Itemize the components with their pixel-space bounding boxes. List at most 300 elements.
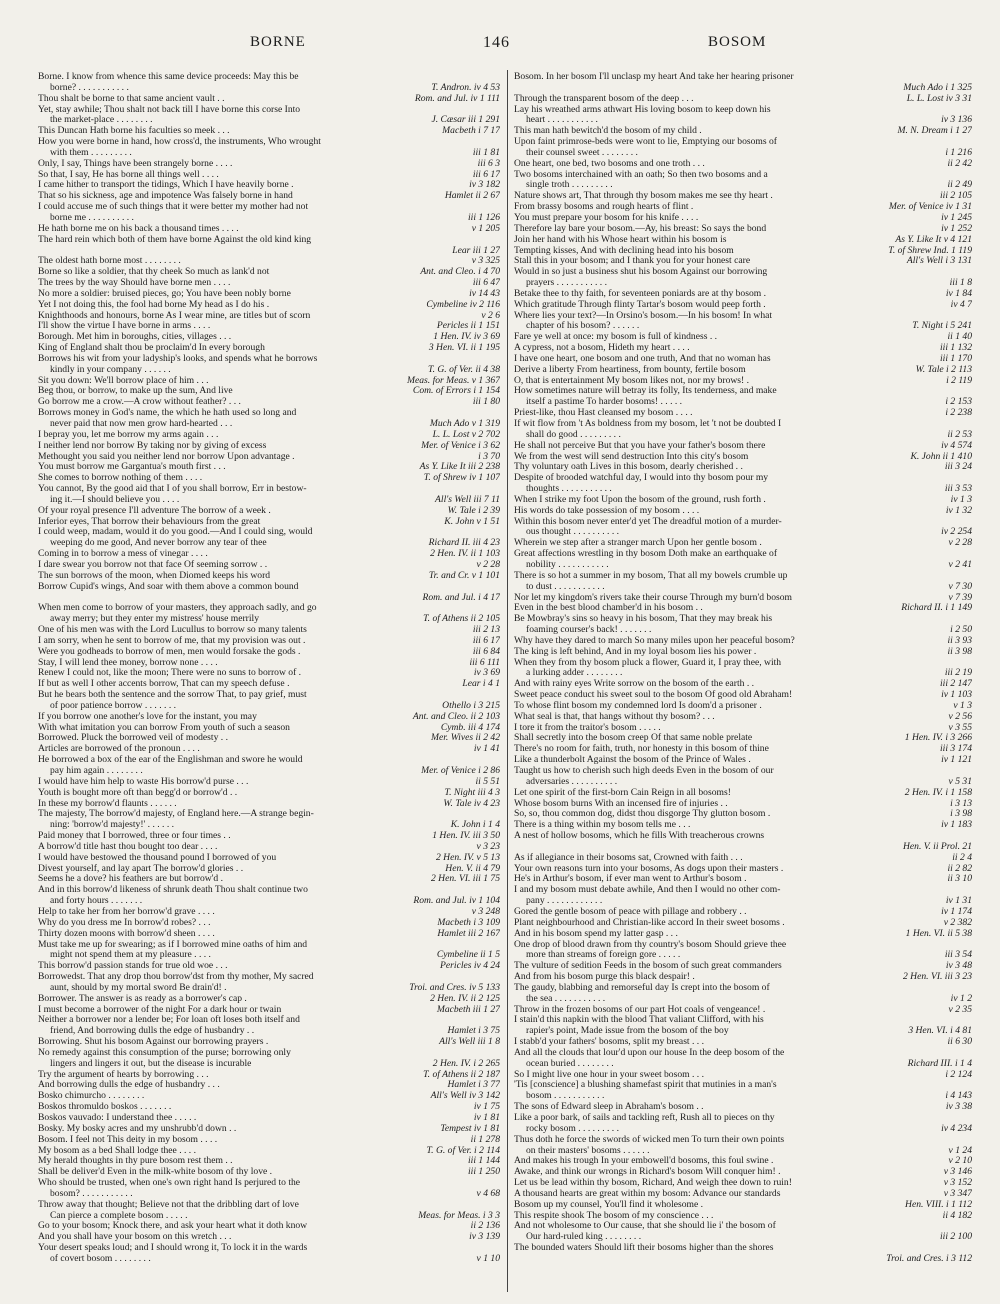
quotation-text: Borrows money in God's name, the which he hath used so long and (38, 408, 297, 419)
concordance-line (38, 549, 500, 560)
quotation-text: and forty hours . . . . . . . (50, 896, 143, 907)
citation-reference: Rom. and Jul. iv 1 104 (410, 896, 500, 907)
quotation-text: ous thought . . . . . . . . . . (526, 527, 620, 538)
quotation-text: Yet, stay awhile; Thou shalt not back till I have borne this corse Into (38, 104, 301, 115)
concordance-line (514, 679, 972, 690)
citation-reference: ii 3 93 (944, 636, 972, 647)
quotation-text: Borrow Cupid's wings, And soar with them above a common bound (38, 581, 299, 592)
concordance-line (514, 1146, 972, 1157)
citation-reference: i 2 50 (947, 625, 972, 636)
quotation-text: prayers . . . . . . . . . . . (526, 278, 607, 289)
citation-reference: ii 3 10 (944, 874, 972, 885)
right-column (514, 72, 972, 1265)
concordance-line (38, 679, 500, 690)
concordance-line (38, 311, 500, 322)
citation-reference: T. Andron. iv 4 53 (428, 83, 500, 94)
citation-reference: iii 1 81 (470, 148, 500, 159)
concordance-line (38, 777, 500, 788)
concordance-line (514, 386, 972, 397)
quotation-text: Go to your bosom; Knock there, and ask your heart what it doth know (38, 1221, 308, 1232)
citation-reference: v 1 24 (946, 1146, 972, 1157)
quotation-text: heart . . . . . . . . . . . (526, 115, 598, 126)
quotation-text: He borrowed a box of the ear of the Englishman and swore he would (38, 755, 303, 766)
concordance-line (38, 148, 500, 159)
citation-reference: Pericles ii 1 151 (434, 321, 500, 332)
citation-reference: iv 1 103 (938, 690, 972, 701)
citation-reference: Richard II. i 1 149 (898, 603, 972, 614)
quotation-text: rocky bosom . . . . . . . . . (526, 1123, 620, 1134)
concordance-line (514, 1211, 972, 1222)
concordance-line (38, 115, 500, 126)
concordance-line (514, 159, 972, 170)
citation-reference: All's Well iii 7 11 (432, 495, 500, 506)
citation-reference: Meas. for Meas. i 3 3 (415, 1211, 500, 1222)
concordance-line (514, 896, 972, 907)
concordance-line (514, 419, 972, 430)
concordance-line (514, 1059, 972, 1070)
quotation-text: If but as well I other accents borrow, That can my speech defuse . (38, 679, 290, 690)
concordance-line (38, 1156, 500, 1167)
concordance-line (38, 647, 500, 658)
concordance-line (38, 950, 500, 961)
quotation-text: never paid that now men grow hard-hearted . . . (50, 419, 233, 429)
citation-reference: v 2 35 (946, 1005, 972, 1016)
quotation-text: Great affections wrestling in thy bosom Doth make an earthquake of (514, 549, 778, 560)
concordance-line (514, 311, 972, 322)
quotation-text: And borrowing dulls the edge of husbandry . . . (38, 1080, 220, 1091)
citation-reference: iii 3 24 (942, 462, 972, 473)
concordance-line (514, 950, 972, 961)
citation-reference: ii 2 82 (944, 864, 972, 875)
quotation-text: Bosko chimurcho . . . . . . . . (38, 1091, 145, 1102)
concordance-line (514, 495, 972, 506)
quotation-text: Were you godheads to borrow of men, men would forsake the gods . (38, 646, 301, 657)
concordance-line (514, 972, 972, 983)
quotation-text: She comes to borrow nothing of them . . . . (38, 473, 203, 484)
quotation-text: Fare ye well at once: my bosom is full of kindness . . (514, 332, 718, 343)
concordance-line (514, 842, 972, 853)
citation-reference: iii 1 250 (465, 1167, 500, 1178)
citation-reference: Mer. of Venice i 3 62 (418, 441, 500, 452)
concordance-line (38, 159, 500, 170)
quotation-text: Shall be deliver'd Even in the milk-white bosom of thy love . (38, 1167, 273, 1178)
concordance-line (38, 538, 500, 549)
quotation-text: Can pierce a complete bosom . . . . . (50, 1210, 188, 1221)
concordance-line (38, 202, 500, 213)
citation-reference: v 3 146 (941, 1167, 972, 1178)
quotation-text: I would have him help to waste His borrow'd purse . . . (38, 776, 249, 787)
citation-reference: Tempest iv 1 81 (437, 1124, 500, 1135)
concordance-line (38, 918, 500, 929)
quotation-text: When I strike my foot Upon the bosom of the ground, rush forth . (514, 494, 766, 505)
concordance-line (514, 983, 972, 994)
concordance-line (38, 224, 500, 235)
concordance-line (514, 549, 972, 560)
citation-reference: iii 6 111 (466, 658, 500, 669)
quotation-text: Awake, and think our wrongs in Richard's bosom Will conquer him! . (514, 1167, 781, 1178)
quotation-text: The sun borrows of the moon, when Diomed keeps his word (38, 570, 271, 581)
quotation-text: The gaudy, blabbing and remorseful day Is crept into the bosom of (514, 982, 770, 993)
quotation-text: There is a thing within my bosom tells me . . . (514, 820, 691, 831)
quotation-text: If you borrow one another's love for the instant, you may (38, 711, 257, 722)
citation-reference: Macbeth i 7 17 (439, 126, 500, 137)
citation-reference: K. John ii 1 410 (907, 452, 972, 463)
quotation-text: Borrower. The answer is as ready as a borrower's cap . (38, 993, 247, 1004)
quotation-text: A cypress, not a bosom, Hideth my heart . . . . (514, 343, 690, 354)
concordance-line (38, 1026, 500, 1037)
citation-reference: Mer. of Venice iv 1 31 (886, 202, 972, 213)
quotation-text: chapter of his bosom? . . . . . . (526, 321, 640, 332)
quotation-text: Be Mowbray's sins so heavy in his bosom, That they may break his (514, 614, 773, 625)
quotation-text: No more a soldier: bruised pieces, go; You have been nobly borne (38, 288, 291, 299)
citation-reference: T. of Athens ii 2 105 (420, 614, 500, 625)
concordance-line (38, 354, 500, 365)
concordance-line (38, 582, 500, 593)
quotation-text: Neither a borrower nor a lender be; For loan oft loses both itself and (38, 1015, 300, 1026)
citation-reference: Troi. and Cres. i 3 112 (883, 1254, 972, 1265)
quotation-text: Borrowing. Shut his bosom Against our borrowing prayers . (38, 1037, 269, 1048)
quotation-text: bosom . . . . . . . . . . . (526, 1091, 605, 1102)
concordance-line (38, 896, 500, 907)
citation-reference: iii 3 53 (942, 484, 972, 495)
citation-reference: 2 Hen. VI. iii 1 75 (428, 874, 500, 885)
citation-reference: Macbeth iii 1 27 (434, 1005, 500, 1016)
quotation-text: their counsel sweet . . . . . . . . (526, 147, 638, 158)
citation-reference: Much Ado i 1 325 (900, 83, 972, 94)
concordance-line (38, 831, 500, 842)
quotation-text: And all the clouds that lour'd upon our house In the deep bosom of the (514, 1047, 785, 1058)
concordance-line (514, 1048, 972, 1059)
citation-reference: J. Cæsar iii 1 291 (429, 115, 501, 126)
quotation-text: the market-place . . . . . . . . (50, 115, 153, 126)
quotation-text: Upon faint primrose-beds were wont to lie, Emptying our bosoms of (514, 137, 777, 148)
citation-reference: iii 1 8 (947, 278, 972, 289)
quotation-text: borne? . . . . . . . . . . . (50, 82, 129, 93)
quotation-text: You cannot, By the good aid that I of you shall borrow, Err in bestow- (38, 484, 307, 495)
quotation-text: bosom? . . . . . . . . . . . (50, 1188, 133, 1199)
concordance-line (38, 690, 500, 701)
citation-reference: ii 5 51 (472, 777, 500, 788)
quotation-text: Borough. Met him in boroughs, cities, villages . . . (38, 332, 232, 343)
citation-reference: 1 Hen. IV. iii 3 50 (429, 831, 500, 842)
concordance-line (514, 441, 972, 452)
citation-reference: v 2 10 (946, 1156, 972, 1167)
quotation-text: ing it.—I should believe you . . . . (50, 494, 180, 505)
concordance-line (38, 441, 500, 452)
concordance-line (38, 1059, 500, 1070)
concordance-line (38, 853, 500, 864)
quotation-text: Throw away that thought; Believe not that the dribbling dart of love (38, 1199, 299, 1210)
concordance-line (38, 940, 500, 951)
concordance-line (38, 712, 500, 723)
concordance-line (514, 1189, 972, 1200)
concordance-line (38, 506, 500, 517)
citation-reference: i 2 238 (942, 408, 972, 419)
citation-reference: v 2 382 (941, 918, 972, 929)
concordance-line (514, 202, 972, 213)
concordance-line (38, 1243, 500, 1254)
quotation-text: Tempting kisses, And with declining head into his bosom (514, 245, 734, 256)
quotation-text: I and my bosom must debate awhile, And then I would no other com- (514, 885, 781, 896)
concordance-line (514, 506, 972, 517)
citation-reference: iv 3 38 (943, 1102, 972, 1113)
quotation-text: The majesty, The borrow'd majesty, of England here.—A strange begin- (38, 809, 314, 820)
citation-reference: i 2 119 (943, 376, 972, 387)
concordance-line (514, 235, 972, 246)
citation-reference: Com. of Errors i 1 154 (410, 386, 500, 397)
concordance-line (514, 94, 972, 105)
concordance-line (514, 1015, 972, 1026)
quotation-text: Help to take her from her borrow'd grave . . . . (38, 906, 215, 917)
concordance-line (514, 1221, 972, 1232)
concordance-line (514, 365, 972, 376)
citation-reference: iv 1 174 (938, 907, 972, 918)
concordance-line (38, 246, 500, 257)
citation-reference: v 7 39 (946, 593, 972, 604)
citation-reference: v 2 28 (474, 560, 500, 571)
citation-reference: 2 Hen. IV. ii 1 103 (427, 549, 500, 560)
quotation-text: Whose bosom burns With an incensed fire of injuries . . (514, 798, 728, 809)
concordance-line (38, 419, 500, 430)
concordance-line (514, 126, 972, 137)
quotation-text: ning: 'borrow'd majesty!' . . . . . . (50, 820, 175, 831)
quotation-text: I would have bestowed the thousand pound I borrowed of you (38, 852, 277, 863)
concordance-line (514, 332, 972, 343)
concordance-line (38, 452, 500, 463)
citation-reference: W. Tale iv 4 23 (440, 799, 500, 810)
concordance-line (514, 1005, 972, 1016)
quotation-text: And with rainy eyes Write sorrow on the bosom of the earth . . (514, 679, 755, 690)
citation-reference: v 3 248 (469, 907, 500, 918)
quotation-text: Thy voluntary oath Lives in this bosom, dearly cherished . . (514, 462, 743, 473)
quotation-text: Like a poor bark, of sails and tackling reft, Rush all to pieces on thy (514, 1113, 775, 1123)
quotation-text: Wherein we step after a stranger march Upon her gentle bosom . (514, 538, 762, 549)
quotation-text: Gored the gentle bosom of peace with pillage and robbery . . (514, 906, 747, 917)
citation-reference: iv 2 254 (938, 527, 972, 538)
citation-reference: v 2 41 (946, 560, 972, 571)
concordance-line (514, 343, 972, 354)
concordance-line (514, 1091, 972, 1102)
citation-reference: v 3 152 (941, 1178, 972, 1189)
quotation-text: Join her hand with his Whose heart within his bosom is (514, 234, 727, 245)
citation-reference: 2 Hen. VI. iii 3 23 (900, 972, 972, 983)
citation-reference: T. of Shrew Ind. 1 119 (885, 246, 972, 257)
quotation-text: 'Tis [conscience] a blushing shamefast spirit that mutinies in a man's (514, 1080, 777, 1091)
concordance-line (38, 72, 500, 83)
citation-reference: Hen. V. ii 4 79 (442, 864, 500, 875)
citation-reference: iv 1 3 (948, 495, 972, 506)
quotation-text: The oldest hath borne most . . . . . . . . (38, 256, 181, 267)
citation-reference: All's Well iii 1 8 (436, 1037, 500, 1048)
quotation-text: Stall this in your bosom; and I thank you for your honest care (514, 256, 751, 267)
concordance-line (38, 593, 500, 604)
concordance-line (514, 874, 972, 885)
citation-reference: Ant. and Cleo. ii 2 103 (410, 712, 500, 723)
concordance-line (514, 853, 972, 864)
citation-reference: v 5 31 (946, 777, 972, 788)
concordance-line (514, 191, 972, 202)
quotation-text: This Duncan Hath borne his faculties so meek . . . (38, 126, 230, 137)
concordance-line (514, 864, 972, 875)
citation-reference: T. G. of Ver. ii 4 38 (425, 365, 500, 376)
concordance-line (514, 755, 972, 766)
quotation-text: So, so, thou common dog, didst thou disgorge Thy glutton bosom . (514, 809, 771, 820)
concordance-line (38, 527, 500, 538)
quotation-text: lingers and lingers it out, but the disease is incurable (50, 1058, 252, 1069)
quotation-text: Who should be trusted, when one's own right hand Is perjured to the (38, 1178, 301, 1189)
concordance-line (38, 365, 500, 376)
concordance-line (38, 809, 500, 820)
concordance-line (38, 1232, 500, 1243)
citation-reference: Hen. V. ii Prol. 21 (900, 842, 972, 853)
citation-reference: iv 1 121 (938, 755, 972, 766)
quotation-text: Your own reasons turn into your bosoms, As dogs upon their masters . (514, 863, 784, 874)
concordance-line (38, 397, 500, 408)
citation-reference: ii 2 42 (944, 159, 972, 170)
concordance-line (514, 452, 972, 463)
concordance-line (514, 517, 972, 528)
citation-reference: 2 Hen. IV. i 2 265 (430, 1059, 500, 1070)
concordance-line (514, 744, 972, 755)
citation-reference: iv 1 31 (943, 896, 972, 907)
citation-reference: ii 6 30 (944, 1037, 972, 1048)
concordance-line (514, 1113, 972, 1124)
concordance-line (514, 658, 972, 669)
concordance-line (38, 799, 500, 810)
quotation-text: And not wholesome to Our cause, that she should lie i' the bosom of (514, 1221, 776, 1232)
quotation-text: Go borrow me a crow.—A crow without feather? . . . (38, 397, 241, 408)
concordance-line (38, 1015, 500, 1026)
citation-reference: All's Well iv 3 142 (428, 1091, 500, 1102)
citation-reference: W. Tale i 2 113 (913, 365, 972, 376)
concordance-line (514, 1135, 972, 1146)
concordance-line (514, 723, 972, 734)
concordance-line (38, 180, 500, 191)
quotation-text: Boskos thromuldo boskos . . . . . . . (38, 1102, 172, 1113)
quotation-text: This man hath bewitch'd the bosom of my child . (514, 126, 702, 137)
concordance-line (514, 300, 972, 311)
citation-reference: iv 1 183 (938, 820, 972, 831)
quotation-text: Like a thunderbolt Against the bosom of the Prince of Wales . (514, 755, 751, 766)
concordance-line (38, 213, 500, 224)
quotation-text: Taught us how to cherish such high deeds Even in the bosom of our (514, 766, 774, 776)
quotation-text: When they from thy bosom pluck a flower, Guard it, I pray thee, with (514, 657, 782, 668)
quotation-text: You must borrow me Gargantua's mouth first . . . (38, 462, 226, 473)
quotation-text: pay him again . . . . . . . . (50, 766, 143, 776)
quotation-text: the sea . . . . . . . . . . . (526, 993, 606, 1004)
quotation-text: You must prepare your bosom for his knife . . . . (514, 212, 699, 223)
concordance-line (38, 94, 500, 105)
quotation-text: Despite of brooded watchful day, I would into thy bosom pour my (514, 473, 769, 484)
quotation-text: And you shall have your bosom on this wretch . . . (38, 1232, 232, 1243)
quotation-text: Coming in to borrow a mess of vinegar . . . . (38, 549, 208, 560)
citation-reference: Mer. of Venice i 2 86 (418, 766, 500, 777)
citation-reference: K. John v 1 51 (441, 517, 500, 528)
quotation-text: Bosom up my counsel, You'll find it wholesome . (514, 1199, 704, 1210)
citation-reference: ii 2 4 (949, 853, 972, 864)
quotation-text: borne me . . . . . . . . . . (50, 212, 134, 223)
citation-reference: iii 1 170 (937, 354, 972, 365)
citation-reference: Meas. for Meas. v 1 367 (404, 376, 500, 387)
quotation-text: Articles are borrowed of the pronoun . . . . (38, 744, 200, 755)
quotation-text: Knighthoods and honours, borne As I wear mine, are titles but of scorn (38, 310, 311, 321)
quotation-text: I could weep, madam, would it do you good.—And I could sing, would (38, 527, 313, 538)
quotation-text: of covert bosom . . . . . . . . (50, 1253, 151, 1264)
citation-reference: T. Night i 5 241 (909, 321, 972, 332)
quotation-text: Seems he a dove? his feathers are but borrow'd . (38, 874, 224, 885)
quotation-text: From brassy bosoms and rough hearts of flint . (514, 202, 694, 213)
concordance-line (38, 571, 500, 582)
citation-reference: iv 1 81 (471, 1113, 500, 1124)
citation-reference: Lear iii 1 27 (449, 246, 500, 257)
concordance-line (514, 354, 972, 365)
citation-reference: iv 4 234 (938, 1124, 972, 1135)
concordance-line (514, 246, 972, 257)
quotation-text: He hath borne me on his back a thousand times . . . . (38, 223, 239, 234)
concordance-line (514, 83, 972, 94)
concordance-line (514, 213, 972, 224)
citation-reference: 2 Hen. IV. ii 2 125 (427, 994, 500, 1005)
citation-reference: v 3 55 (946, 723, 972, 734)
citation-reference: ii 2 49 (944, 180, 972, 191)
concordance-line (38, 126, 500, 137)
concordance-line (514, 733, 972, 744)
concordance-line (38, 1254, 500, 1265)
quotation-text: Which gratitude Through flinty Tartar's bosom would peep forth . (514, 299, 766, 310)
concordance-line (514, 137, 972, 148)
concordance-line (514, 799, 972, 810)
quotation-text: weeping do me good, And never borrow any tear of thee (50, 538, 267, 549)
citation-reference: 1 Hen. IV. iv 3 69 (430, 332, 500, 343)
quotation-text: Thou shalt be borne to that same ancient vault . . (38, 93, 225, 104)
concordance-line (514, 1156, 972, 1167)
concordance-line (38, 744, 500, 755)
quotation-text: Divest yourself, and lay apart The borrow'd glories . . (38, 863, 244, 874)
quotation-text: aunt, should by my mortal sword Be drain'd! . (50, 982, 227, 993)
concordance-line (514, 224, 972, 235)
concordance-line (38, 1211, 500, 1222)
concordance-line (38, 733, 500, 744)
concordance-line (38, 170, 500, 181)
header-right-word: BOSOM (708, 34, 767, 50)
citation-reference: L. L. Lost v 2 702 (430, 430, 500, 441)
citation-reference: As Y. Like It v 4 121 (892, 235, 972, 246)
concordance-line (514, 267, 972, 278)
citation-reference: All's Well i 3 131 (904, 256, 972, 267)
citation-reference: Hamlet i 3 75 (445, 1026, 501, 1037)
concordance-line (38, 1070, 500, 1081)
concordance-line (38, 495, 500, 506)
quotation-text: shall do good . . . . . . . . . (526, 429, 621, 440)
citation-reference: v 3 23 (474, 842, 500, 853)
quotation-text: itself a pastime To harder bosoms! . . . . . (526, 397, 683, 408)
citation-reference: iv 4 574 (938, 441, 972, 452)
concordance-line (514, 1178, 972, 1189)
citation-reference: ii 2 136 (468, 1221, 500, 1232)
quotation-text: The sons of Edward sleep in Abraham's bosom . . (514, 1102, 704, 1113)
quotation-text: of poor patience borrow . . . . . . . (50, 700, 177, 711)
citation-reference: iv 1 252 (938, 224, 972, 235)
quotation-text: Thirty dozen moons with borrow'd sheen . . . . (38, 928, 215, 939)
quotation-text: Bosom. In her bosom I'll unclasp my heart And take her hearing prisoner (514, 72, 794, 82)
concordance-line (514, 462, 972, 473)
citation-reference: iv 1 245 (938, 213, 972, 224)
concordance-line (38, 788, 500, 799)
quotation-text: Nor let my kingdom's rivers take their course Through my burn'd bosom (514, 592, 792, 603)
quotation-text: But he bears both the sentence and the sorrow That, to pay grief, must (38, 690, 307, 701)
citation-reference: iii 6 17 (470, 170, 500, 181)
quotation-text: Two bosoms interchained with an oath; So then two bosoms and a (514, 169, 768, 180)
